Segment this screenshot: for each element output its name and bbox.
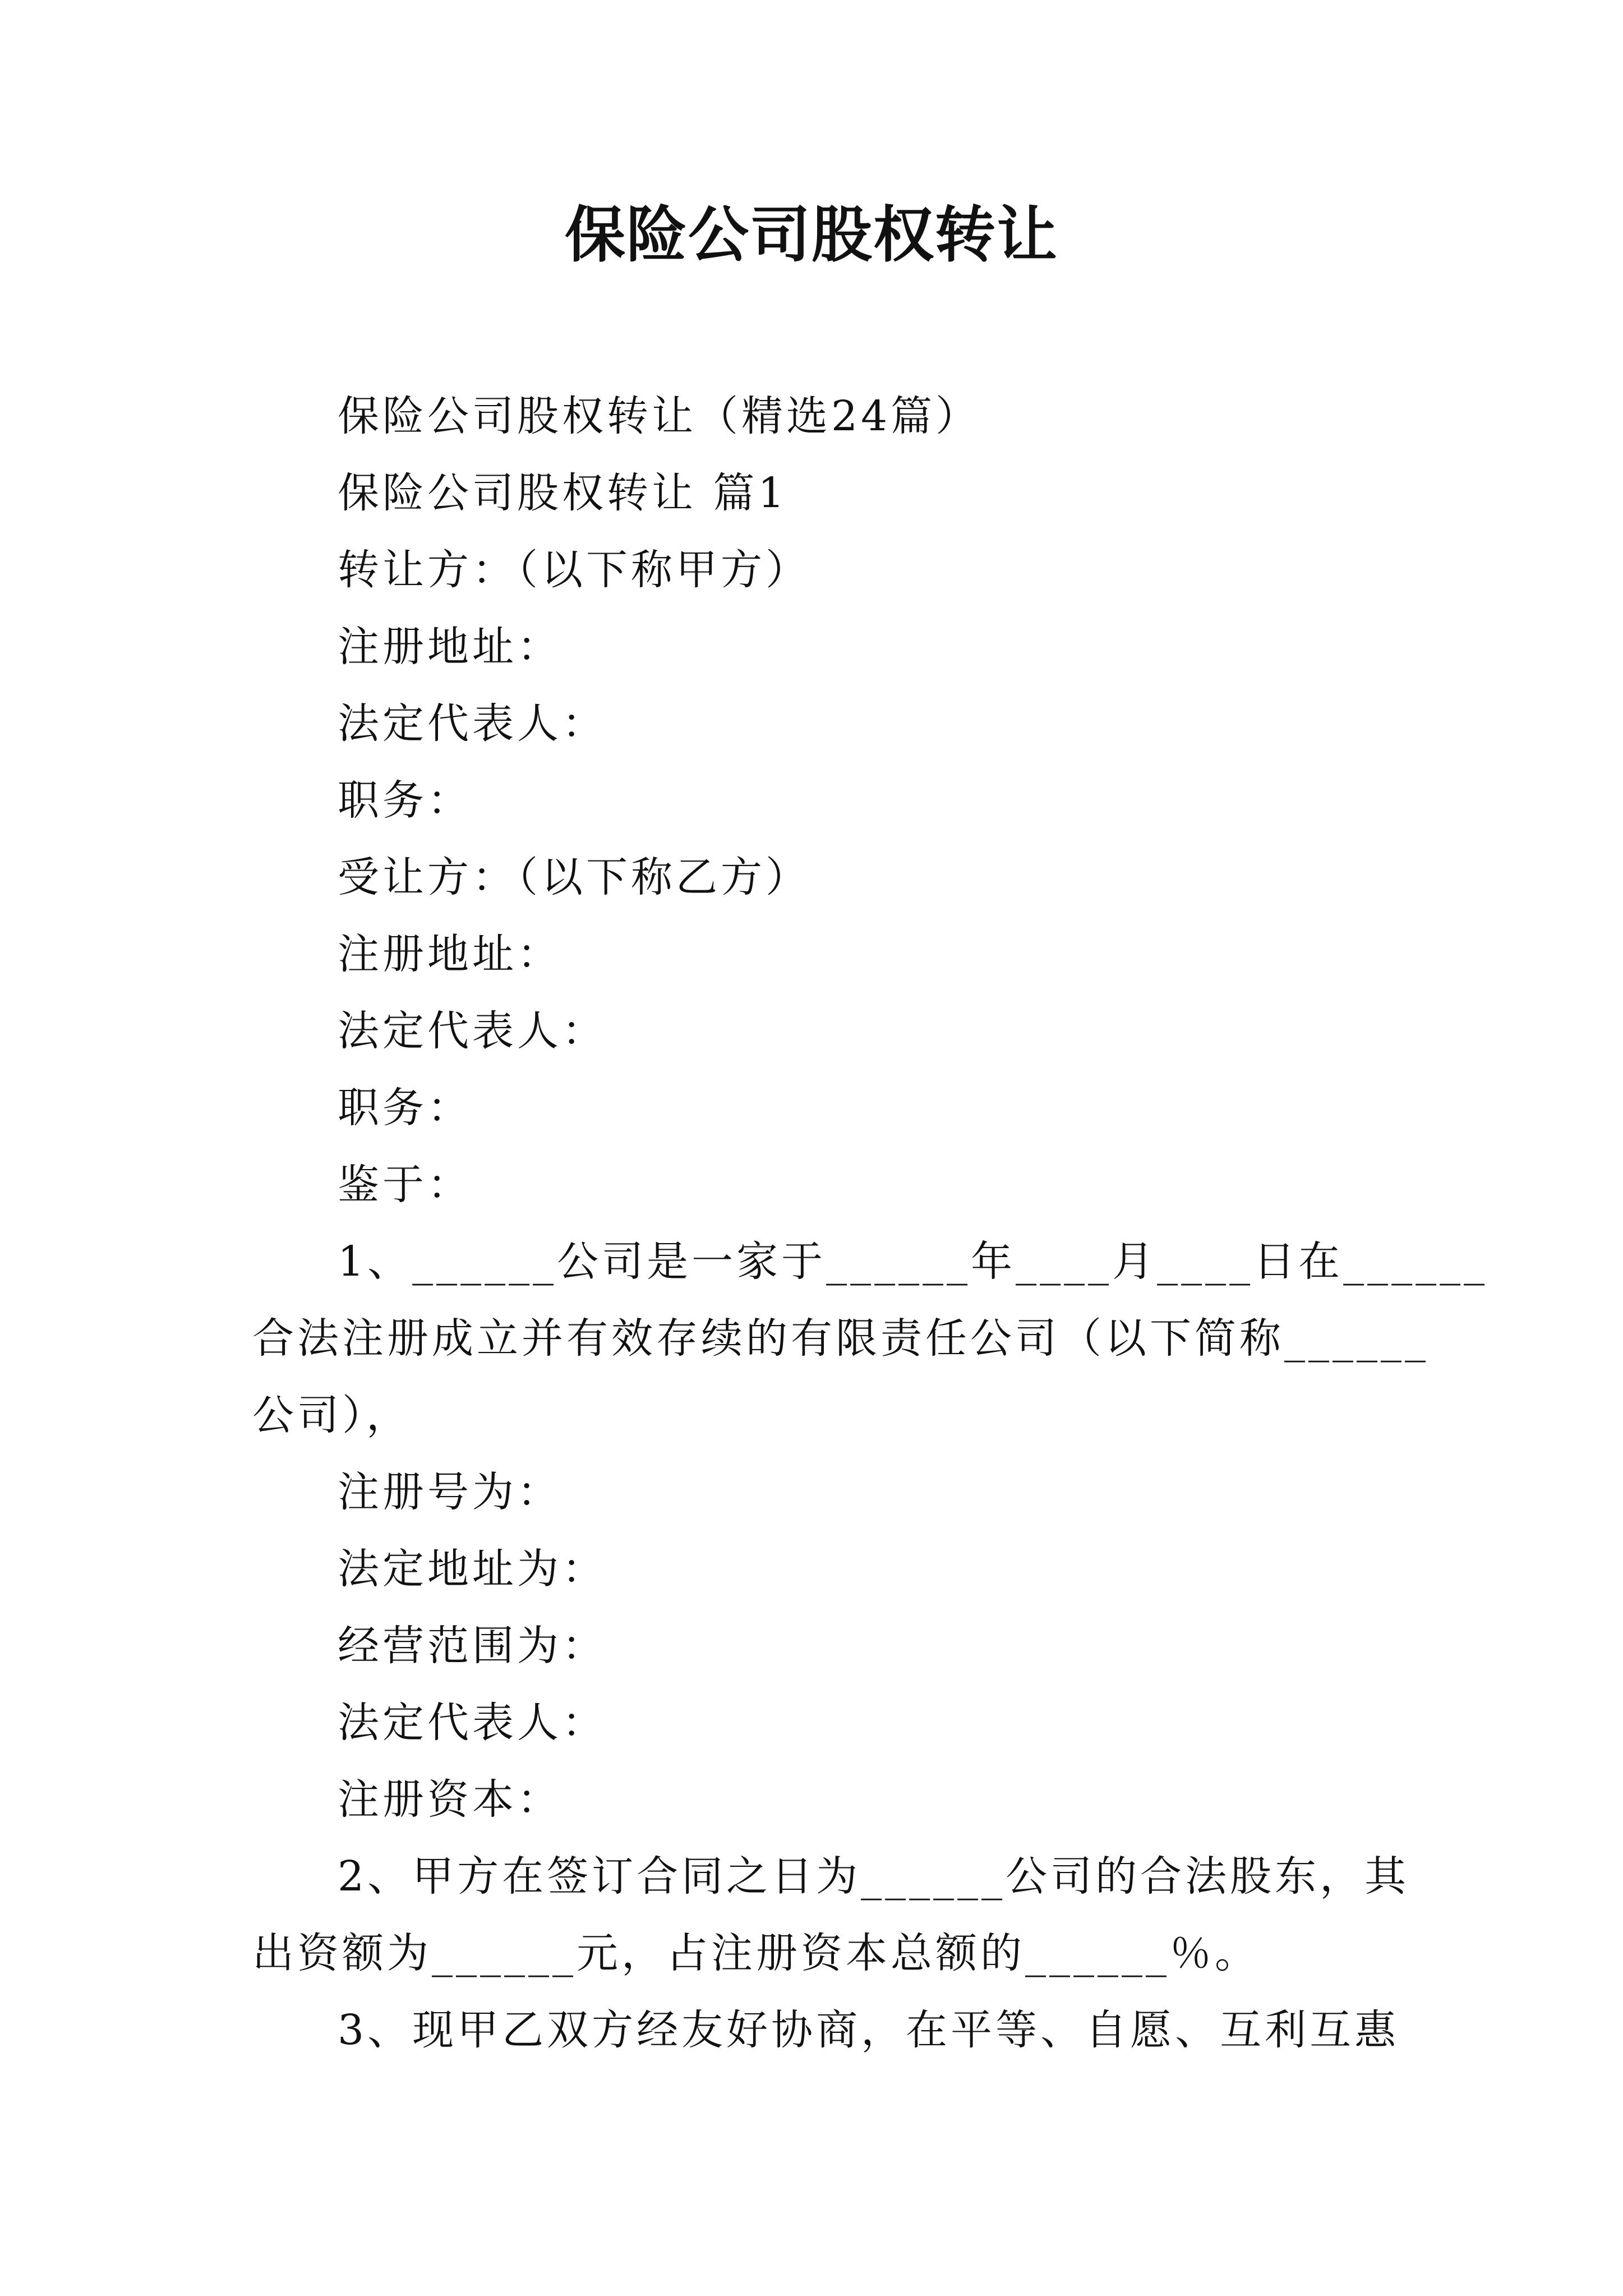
company-representative-line: 法定代表人： [338, 1699, 607, 1747]
whereas-line: 鉴于： [338, 1161, 472, 1209]
transferor-address-line: 注册地址： [338, 623, 562, 671]
transferee-position-line: 职务： [338, 1084, 472, 1132]
document-title: 保险公司股权转让 [564, 200, 1058, 270]
clause-1-line-2: 合法注册成立并有效存续的有限责任公司（以下简称______ [252, 1314, 1429, 1363]
document-body [252, 378, 1488, 2069]
transferee-line: 受让方：（以下称乙方） [338, 853, 810, 901]
clause-1-line-1: 1、______公司是一家于______年____月____日在______ [338, 1237, 1488, 1286]
registered-capital-line: 注册资本： [338, 1775, 562, 1824]
legal-address-line: 法定地址为： [338, 1545, 607, 1593]
subtitle-line: 保险公司股权转让（精选24篇） [338, 392, 981, 440]
clause-2-line-2: 出资额为______元，占注册资本总额的______％。 [252, 1929, 1260, 1977]
business-scope-line: 经营范围为： [338, 1622, 607, 1670]
clause-3-line-1: 3、现甲乙双方经友好协商，在平等、自愿、互利互惠 [338, 2006, 1400, 2054]
transferee-representative-line: 法定代表人： [338, 1007, 607, 1055]
transferor-representative-line: 法定代表人： [338, 700, 607, 748]
registration-number-line: 注册号为： [338, 1468, 562, 1516]
clause-2-line-1: 2、甲方在签订合同之日为______公司的合法股东，其 [338, 1852, 1410, 1901]
transferor-position-line: 职务： [338, 776, 472, 825]
section-heading: 保险公司股权转让 篇1 [338, 469, 788, 517]
transferor-line: 转让方：（以下称甲方） [338, 546, 810, 594]
transferee-address-line: 注册地址： [338, 930, 562, 978]
clause-1-line-3: 公司）， [252, 1391, 411, 1439]
